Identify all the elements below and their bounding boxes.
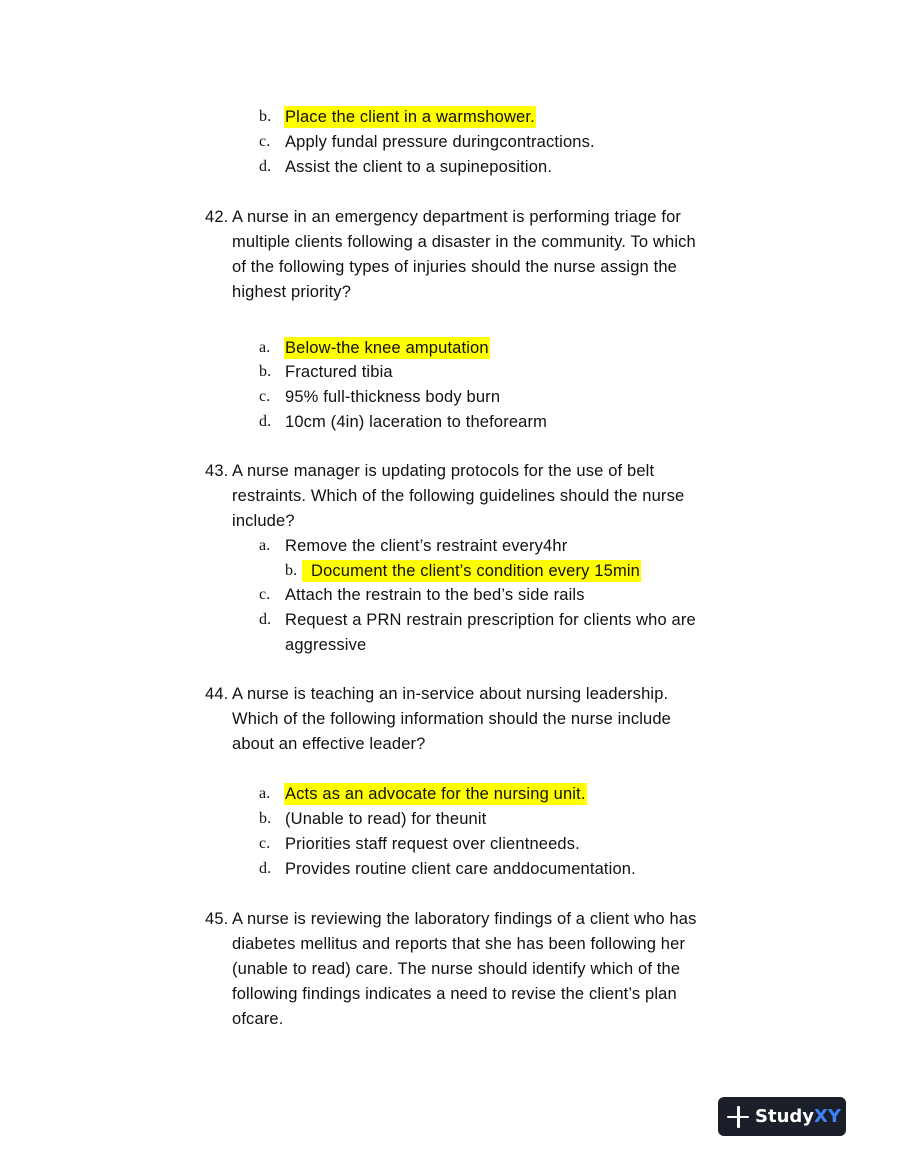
option-text: 95% full-thickness body burn [285, 388, 501, 406]
logo-text-main: Study [755, 1106, 815, 1127]
option-letter: b. [259, 363, 272, 380]
option-text: Assist the client to a supineposition. [285, 158, 553, 176]
question-text-line: A nurse in an emergency department is performing triage for [232, 208, 682, 226]
option-text: Priorities staff request over clientneeds. [285, 835, 580, 853]
option-text-highlighted: Document the client’s condition every 15min [302, 560, 641, 582]
option-text: Fractured tibia [285, 363, 393, 381]
question-number: 45. [205, 910, 229, 928]
question-text-line: A nurse is reviewing the laboratory findings of a client who has [232, 910, 697, 928]
logo-text [755, 1106, 841, 1127]
question-text-line: of the following types of injuries should the nurse assign the [232, 258, 677, 276]
question-text-line: include? [232, 512, 295, 530]
question-text-line: A nurse manager is updating protocols for the use of belt [232, 462, 655, 480]
question-text-line: A nurse is teaching an in-service about nursing leadership. [232, 685, 669, 703]
option-text: (Unable to read) for theunit [285, 810, 487, 828]
option-letter: a. [259, 339, 271, 356]
option-letter: c. [259, 586, 271, 603]
question-text-line: diabetes mellitus and reports that she has been following her [232, 935, 686, 953]
option-text: 10cm (4in) laceration to theforearm [285, 413, 548, 431]
option-letter: d. [259, 860, 272, 877]
option-text-highlighted: Place the client in a warmshower. [285, 108, 535, 126]
option-letter: d. [259, 611, 272, 628]
question-text-line: restraints. Which of the following guidelines should the nurse [232, 487, 685, 505]
option-letter: d. [259, 158, 272, 175]
question-text-line: multiple clients following a disaster in the community. To which [232, 233, 696, 251]
plus-icon [727, 1106, 749, 1128]
option-text: Request a PRN restrain prescription for clients who are [285, 611, 696, 629]
option-letter: a. [259, 785, 271, 802]
question-number: 44. [205, 685, 229, 703]
option-letter: b. [285, 562, 298, 579]
option-letter: d. [259, 413, 272, 430]
question-text-line: Which of the following information should the nurse include [232, 710, 672, 728]
option-text-continuation: aggressive [285, 636, 367, 654]
option-letter: b. [259, 810, 272, 827]
option-letter: b. [259, 108, 272, 125]
option-text: Remove the client’s restraint every4hr [285, 537, 568, 555]
option-letter: c. [259, 835, 271, 852]
logo-text-accent: XY [814, 1106, 841, 1127]
question-text-line: about an effective leader? [232, 735, 426, 753]
option-text: Provides routine client care anddocumentation. [285, 860, 636, 878]
question-text-line: highest priority? [232, 283, 352, 301]
question-text-line: following findings indicates a need to revise the client’s plan [232, 985, 677, 1003]
question-number: 42. [205, 208, 229, 226]
studyxy-logo [718, 1097, 846, 1136]
option-text-highlighted: Acts as an advocate for the nursing unit. [285, 785, 586, 803]
option-letter: c. [259, 133, 271, 150]
option-text: Apply fundal pressure duringcontractions. [285, 133, 595, 151]
question-text-line: ofcare. [232, 1010, 284, 1028]
option-letter: c. [259, 388, 271, 405]
question-number: 43. [205, 462, 229, 480]
question-text-line: (unable to read) care. The nurse should identify which of the [232, 960, 681, 978]
option-text-highlighted: Below-the knee amputation [285, 339, 489, 357]
option-text: Attach the restrain to the bed’s side rails [285, 586, 585, 604]
option-letter: a. [259, 537, 271, 554]
